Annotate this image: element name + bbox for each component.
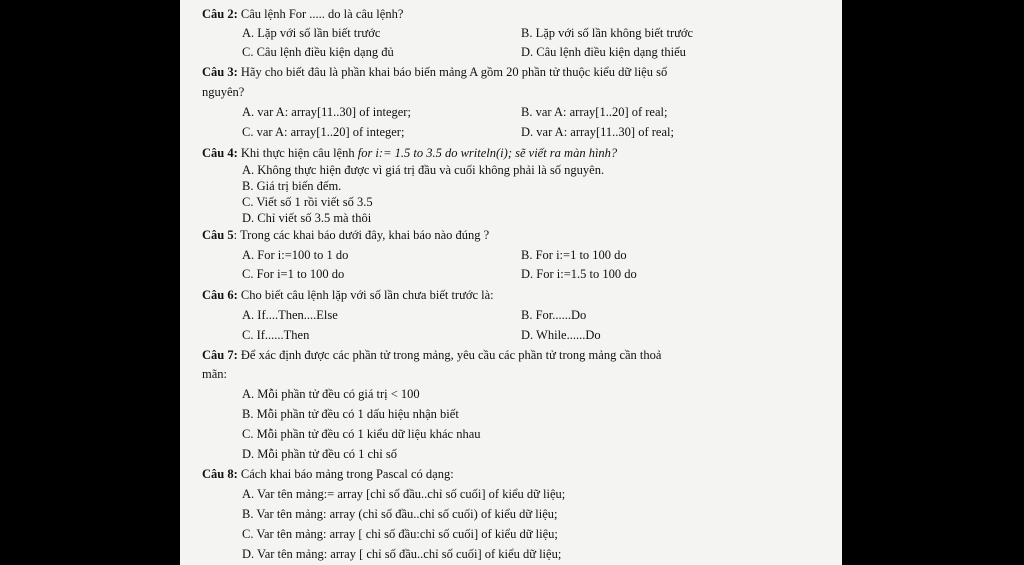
option-d: D. Câu lệnh điều kiện dạng thiếu: [521, 45, 686, 59]
question-3: [202, 64, 832, 81]
question-number: Câu 6:: [202, 288, 238, 302]
question-code: for i:= 1.5 to 3.5 do writeln(i); sẽ viết ra màn hình?: [357, 146, 618, 160]
option-a: A. Không thực hiện được vì giá trị đầu và cuối không phải là số nguyên.: [242, 163, 605, 177]
question-7-continued: mãn:: [202, 367, 227, 381]
question-6: [202, 287, 832, 304]
option-b: B. Lặp với số lần không biết trước: [521, 26, 694, 40]
option-a: A. Var tên mảng:= array [chỉ số đầu..chỉ số cuối] of kiểu dữ liệu;: [242, 487, 566, 501]
option-d: D. While......Do: [521, 328, 601, 342]
option-d: D. Chỉ viết số 3.5 mà thôi: [242, 211, 372, 225]
option-b: B. Mỗi phần tử đều có 1 dấu hiệu nhận biết: [242, 407, 459, 421]
question-number: Câu 8:: [202, 467, 238, 481]
question-3-continued: nguyên?: [202, 85, 245, 99]
question-4: [202, 145, 832, 162]
option-b: B. For......Do: [521, 308, 587, 322]
question-number: Câu 7:: [202, 348, 238, 362]
question-number: Câu 5: [202, 228, 234, 242]
question-text: Cách khai báo mảng trong Pascal có dạng:: [237, 467, 454, 481]
question-number: Câu 3:: [202, 65, 238, 79]
question-8: [202, 466, 832, 483]
question-text: Để xác định được các phần tử trong mảng, yêu cầu các phần tử trong mảng cần thoả: [237, 348, 662, 362]
option-c: C. For i=1 to 100 do: [242, 267, 345, 281]
document-page: [180, 0, 842, 565]
question-2: [202, 6, 832, 23]
option-a: A. For i:=100 to 1 do: [242, 248, 349, 262]
question-text: Câu lệnh For ..... do là câu lệnh?: [237, 7, 404, 21]
option-c: C. If......Then: [242, 328, 310, 342]
option-c: C. var A: array[1..20] of integer;: [242, 125, 405, 139]
question-text: Khi thực hiện câu lệnh: [237, 146, 358, 160]
option-b: B. For i:=1 to 100 do: [521, 248, 627, 262]
option-c: C. Viết số 1 rồi viết số 3.5: [242, 195, 373, 209]
question-text: Hãy cho biết đâu là phần khai báo biến mảng A gồm 20 phần tử thuộc kiểu dữ liệu số: [237, 65, 668, 79]
option-d: D. var A: array[11..30] of real;: [521, 125, 674, 139]
option-a: A. Mỗi phần tử đều có giá trị < 100: [242, 387, 420, 401]
option-a: A. If....Then....Else: [242, 308, 338, 322]
option-c: C. Mỗi phần tử đều có 1 kiểu dữ liệu khác nhau: [242, 427, 481, 441]
option-a: A. Lặp với số lần biết trước: [242, 26, 381, 40]
question-number: Câu 2:: [202, 7, 238, 21]
option-c: C. Var tên mảng: array [ chỉ số đầu:chỉ số cuối] of kiểu dữ liệu;: [242, 527, 558, 541]
option-c: C. Câu lệnh điều kiện dạng đủ: [242, 45, 394, 59]
question-5: [202, 227, 832, 244]
question-text: Cho biết câu lệnh lặp với số lần chưa biết trước là:: [237, 288, 494, 302]
option-d: D. Mỗi phần tử đều có 1 chỉ số: [242, 447, 398, 461]
question-7: [202, 347, 832, 364]
option-b: B. Giá trị biến đếm.: [242, 179, 342, 193]
question-text: : Trong các khai báo dưới đây, khai báo nào đúng ?: [233, 228, 490, 242]
question-number: Câu 4:: [202, 146, 238, 160]
option-d: D. For i:=1.5 to 100 do: [521, 267, 637, 281]
option-a: A. var A: array[11..30] of integer;: [242, 105, 411, 119]
option-b: B. var A: array[1..20] of real;: [521, 105, 668, 119]
option-b: B. Var tên mảng: array (chỉ số đầu..chỉ số cuối) of kiểu dữ liệu;: [242, 507, 558, 521]
option-d: D. Var tên mảng: array [ chỉ số đầu..chỉ số cuối] of kiểu dữ liệu;: [242, 547, 562, 561]
